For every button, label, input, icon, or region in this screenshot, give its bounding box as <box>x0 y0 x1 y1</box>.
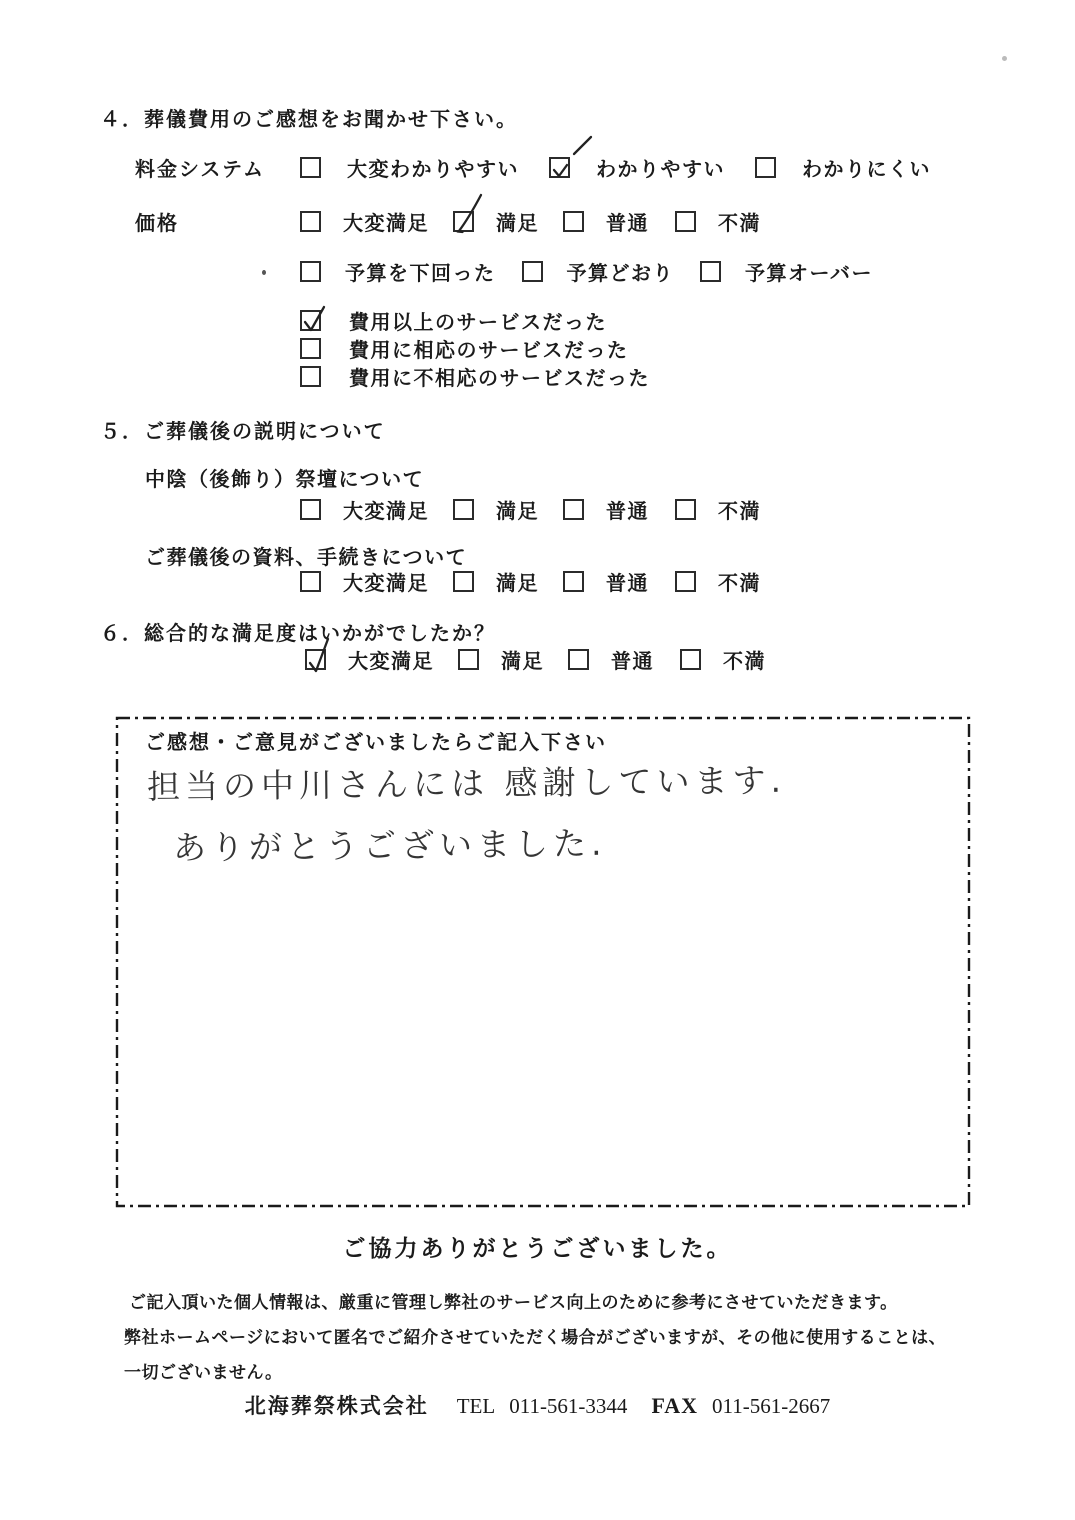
tel-label: TEL <box>456 1394 496 1418</box>
checkbox-price-normal[interactable] <box>563 211 584 232</box>
price-label: 価格 <box>135 211 179 235</box>
fee-system-label: 料金システム <box>135 157 265 181</box>
option-label-documents-satisfied: 満足 <box>496 571 539 595</box>
privacy-line-1: ご記入頂いた個人情報は、厳重に管理し弊社のサービス向上のために参考にさせていただきます。 <box>129 1293 898 1313</box>
option-label-fee-unclear: わかりにくい <box>802 157 931 181</box>
service-row-below-cost <box>300 362 650 391</box>
option-label-overall-dissatisfied: 不満 <box>723 649 766 673</box>
checkbox-fee-unclear[interactable] <box>755 157 776 178</box>
handwritten-comment-line-2: ありがとうございました. <box>172 823 607 868</box>
footer-company-contact <box>0 1390 1075 1420</box>
service-row-equal-cost <box>300 334 629 363</box>
checkbox-service-above-cost[interactable] <box>300 310 321 331</box>
checkbox-price-satisfied[interactable] <box>453 211 474 232</box>
checkbox-service-equal-cost[interactable] <box>300 338 321 359</box>
overall-options-row <box>305 645 766 674</box>
checkbox-fee-clear[interactable] <box>549 157 570 178</box>
checkbox-altar-dissatisfied[interactable] <box>675 499 696 520</box>
option-label-overall-normal: 普通 <box>611 649 654 673</box>
option-label-overall-very-satisfied: 大変満足 <box>348 649 434 673</box>
handwritten-check-icon <box>304 627 354 673</box>
checkbox-over-budget[interactable] <box>700 261 721 282</box>
option-label-documents-very-satisfied: 大変満足 <box>343 571 429 595</box>
checkbox-overall-normal[interactable] <box>568 649 589 670</box>
question-6-title: ６．総合的な満足度はいかがでしたか？ <box>100 621 496 645</box>
fax-number: 011-561-2667 <box>712 1394 831 1418</box>
option-label-service-above-cost: 費用以上のサービスだった <box>349 310 607 334</box>
question-5-title: ５．ご葬儀後の説明について <box>100 419 386 443</box>
option-label-under-budget: 予算を下回った <box>345 261 496 285</box>
checkbox-altar-normal[interactable] <box>563 499 584 520</box>
option-label-altar-normal: 普通 <box>606 499 649 523</box>
checkbox-altar-very-satisfied[interactable] <box>300 499 321 520</box>
option-label-altar-satisfied: 満足 <box>496 499 539 523</box>
privacy-line-3: 一切ございません。 <box>124 1363 283 1383</box>
option-label-overall-satisfied: 満足 <box>501 649 544 673</box>
checkbox-overall-dissatisfied[interactable] <box>680 649 701 670</box>
handwritten-check-icon <box>299 288 349 334</box>
altar-sublabel: 中陰（後飾り）祭壇について <box>145 467 425 491</box>
budget-row <box>300 257 873 286</box>
option-label-over-budget: 予算オーバー <box>745 261 873 285</box>
handwritten-comment-line-1: 担当の中川さんには 感謝しています. <box>146 760 787 807</box>
checkbox-price-dissatisfied[interactable] <box>675 211 696 232</box>
checkbox-price-very-satisfied[interactable] <box>300 211 321 232</box>
checkbox-documents-very-satisfied[interactable] <box>300 571 321 592</box>
option-label-fee-clear: わかりやすい <box>596 157 725 181</box>
comment-box-label: ご感想・ご意見がございましたらご記入下さい <box>145 730 607 754</box>
service-row-above-cost <box>300 306 607 335</box>
altar-options-row <box>300 495 761 524</box>
option-label-altar-very-satisfied: 大変満足 <box>343 499 429 523</box>
checkbox-documents-normal[interactable] <box>563 571 584 592</box>
privacy-note <box>124 1286 994 1391</box>
checkbox-overall-very-satisfied[interactable] <box>305 649 326 670</box>
handwritten-check-icon <box>452 189 502 235</box>
option-label-service-below-cost: 費用に不相応のサービスだった <box>349 366 650 390</box>
question-4-title: ４．葬儀費用のご感想をお聞かせ下さい。 <box>100 107 518 131</box>
fax-label: FAX <box>651 1393 699 1418</box>
option-label-fee-very-clear: 大変わかりやすい <box>347 157 519 181</box>
checkbox-documents-satisfied[interactable] <box>453 571 474 592</box>
company-name: 北海葬祭株式会社 <box>244 1394 429 1418</box>
checkbox-on-budget[interactable] <box>522 261 543 282</box>
option-label-price-satisfied: 満足 <box>496 211 539 235</box>
option-label-price-dissatisfied: 不満 <box>718 211 761 235</box>
tel-number: 011-561-3344 <box>509 1394 628 1418</box>
fee-system-row <box>135 153 931 182</box>
handwritten-check-icon <box>548 135 598 181</box>
checkbox-documents-dissatisfied[interactable] <box>675 571 696 592</box>
option-label-documents-dissatisfied: 不満 <box>718 571 761 595</box>
checkbox-overall-satisfied[interactable] <box>458 649 479 670</box>
documents-options-row <box>300 567 761 596</box>
option-label-altar-dissatisfied: 不満 <box>718 499 761 523</box>
documents-sublabel: ご葬儀後の資料、手続きについて <box>145 545 468 569</box>
closing-thanks: ご協力ありがとうございました。 <box>342 1236 733 1262</box>
checkbox-service-below-cost[interactable] <box>300 366 321 387</box>
option-label-price-normal: 普通 <box>606 211 649 235</box>
checkbox-fee-very-clear[interactable] <box>300 157 321 178</box>
option-label-price-very-satisfied: 大変満足 <box>343 211 429 235</box>
scan-speck <box>1002 56 1007 61</box>
checkbox-under-budget[interactable] <box>300 261 321 282</box>
comment-box <box>115 716 971 1208</box>
option-label-on-budget: 予算どおり <box>566 261 674 285</box>
scan-speck <box>262 270 266 275</box>
option-label-service-equal-cost: 費用に相応のサービスだった <box>349 338 629 362</box>
price-row <box>135 207 761 236</box>
option-label-documents-normal: 普通 <box>606 571 649 595</box>
checkbox-altar-satisfied[interactable] <box>453 499 474 520</box>
privacy-line-2: 弊社ホームページにおいて匿名でご紹介させていただく場合がございますが、その他に使用することは、 <box>124 1328 947 1348</box>
